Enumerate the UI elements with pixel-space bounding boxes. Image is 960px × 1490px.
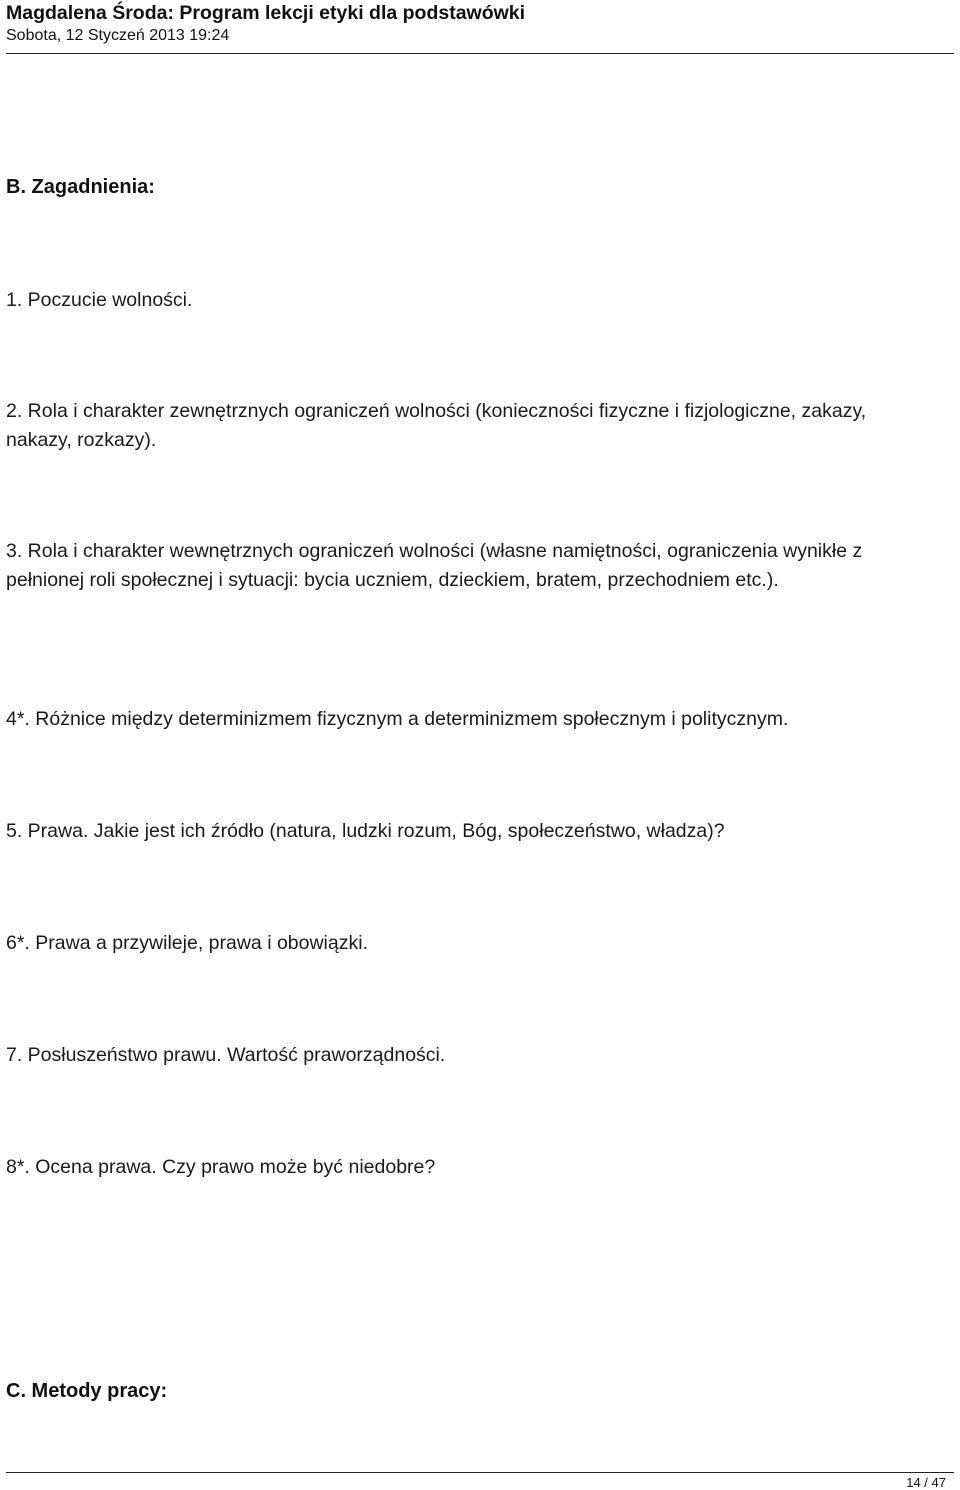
section-heading-c: C. Metody pracy: <box>6 1380 168 1402</box>
topic-item-4: 4*. Różnice między determinizmem fizycznym a determinizmem społecznym i politycznym. <box>6 708 789 730</box>
page-number: 14 / 47 <box>906 1475 946 1490</box>
footer-divider <box>6 1472 954 1473</box>
topic-item-2: 2. Rola i charakter zewnętrznych ograniczeń wolności (konieczności fizyczne i fizjologiczne, zakazy, nakazy, rozkazy). <box>6 400 867 451</box>
document-date: Sobota, 12 Styczeń 2013 19:24 <box>6 27 230 44</box>
section-heading-b: B. Zagadnienia: <box>6 176 155 198</box>
document-title: Magdalena Środa: Program lekcji etyki dla podstawówki <box>6 2 526 24</box>
topic-item-7: 7. Posłuszeństwo prawu. Wartość praworządności. <box>6 1044 446 1066</box>
document-header <box>6 0 954 54</box>
topic-item-6: 6*. Prawa a przywileje, prawa i obowiązki. <box>6 932 368 954</box>
topic-item-5: 5. Prawa. Jakie jest ich źródło (natura, ludzki rozum, Bóg, społeczeństwo, władza)? <box>6 820 725 842</box>
topic-item-3: 3. Rola i charakter wewnętrznych ograniczeń wolności (własne namiętności, ograniczenia wynikłe z pełnionej roli społecznej i sytuacji: bycia uczniem, dzieckiem, bratem, przechodniem etc.). <box>6 540 863 591</box>
topic-item-1: 1. Poczucie wolności. <box>6 289 193 311</box>
topic-item-8: 8*. Ocena prawa. Czy prawo może być niedobre? <box>6 1156 436 1178</box>
